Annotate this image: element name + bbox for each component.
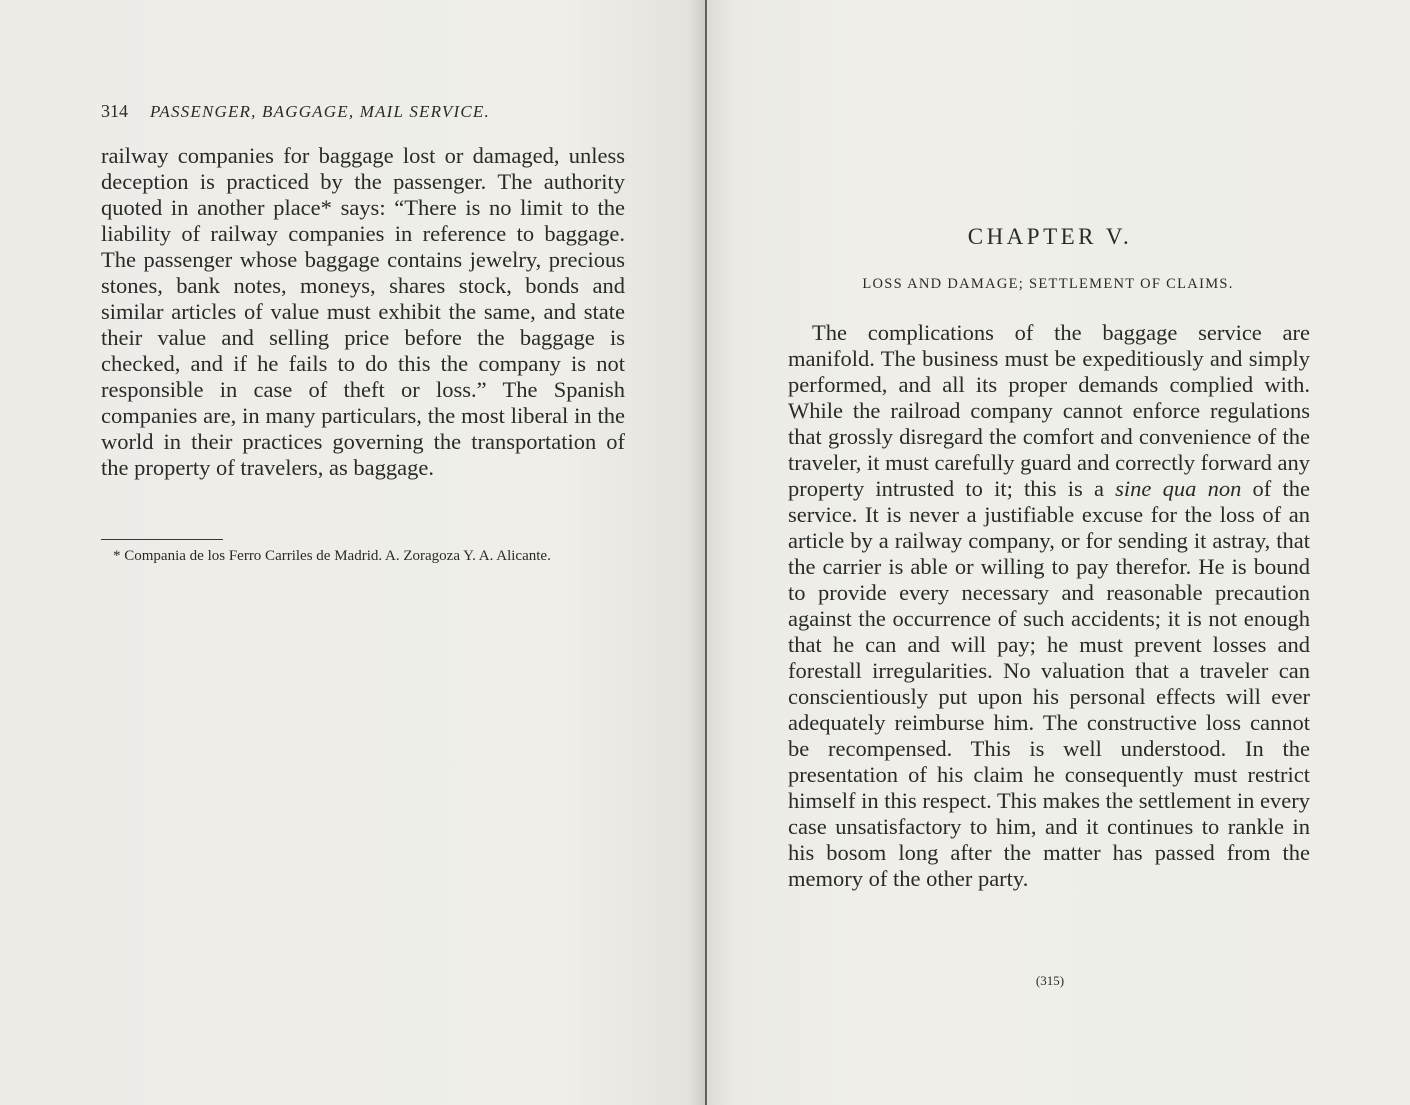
left-body-text [101,143,625,481]
running-head-title: PASSENGER, BAGGAGE, MAIL SERVICE. [150,102,490,121]
footnote-rule [101,539,223,540]
chapter-heading: CHAPTER V. [967,224,1133,249]
page-number-left: 314 [101,101,128,121]
chapter-subtitle: LOSS AND DAMAGE; SETTLEMENT OF CLAIMS. [862,276,1234,292]
italic-phrase: sine qua non [1115,476,1242,501]
gutter-shadow [690,0,706,1105]
body-text-part: of the service. It is never a justifiable excuse for the loss of an article by a railway company, or for sending it astray, that the carrier is able or willing to pay therefor. He is bound to provide every necessary and reasonable precaution against the occurrence of such accidents; it is not enough that he can and will pay; he must prevent losses and forestall irregularities. No valuation that a traveler can conscientiously put upon his personal effects will ever adequately reimburse him. The constructive loss cannot be recompensed. This is well understood. In the presentation of his claim he consequently must restrict himself in this respect. This makes the settlement in every case unsatisfactory to him, and it continues to rankle in his bosom long after the matter has passed from the memory of the other party. [788,476,1310,891]
page-number-right: (315) [1035,973,1065,988]
book-gutter [705,0,707,1105]
right-paragraph [788,320,1310,892]
body-text-part: The complications of the baggage service are manifold. The business must be expeditiously and simply performed, and all its proper demands complied with. While the railroad company cannot enforce regulations that grossly disregard the comfort and convenience of the traveler, it must carefully guard and correctly forward any property intrusted to it; this is a [788,320,1310,501]
right-body-text [788,320,1310,892]
running-head [101,100,625,123]
footnote: * Compania de los Ferro Carriles de Madrid. A. Zoragoza Y. A. Alicante. [113,548,551,564]
left-paragraph: railway companies for baggage lost or damaged, unless deception is practiced by the passenger. The authority quoted in another place* says: “There is no limit to the liability of railway companies in reference to baggage. The passenger whose baggage contains jewelry, precious stones, bank notes, moneys, shares stock, bonds and similar articles of value must exhibit the same, and state their value and selling price before the baggage is checked, and if he fails to do this the company is not responsible in case of theft or loss.” The Spanish companies are, in many particulars, the most liberal in the world in their practices governing the transportation of the property of travelers, as baggage. [101,143,625,480]
